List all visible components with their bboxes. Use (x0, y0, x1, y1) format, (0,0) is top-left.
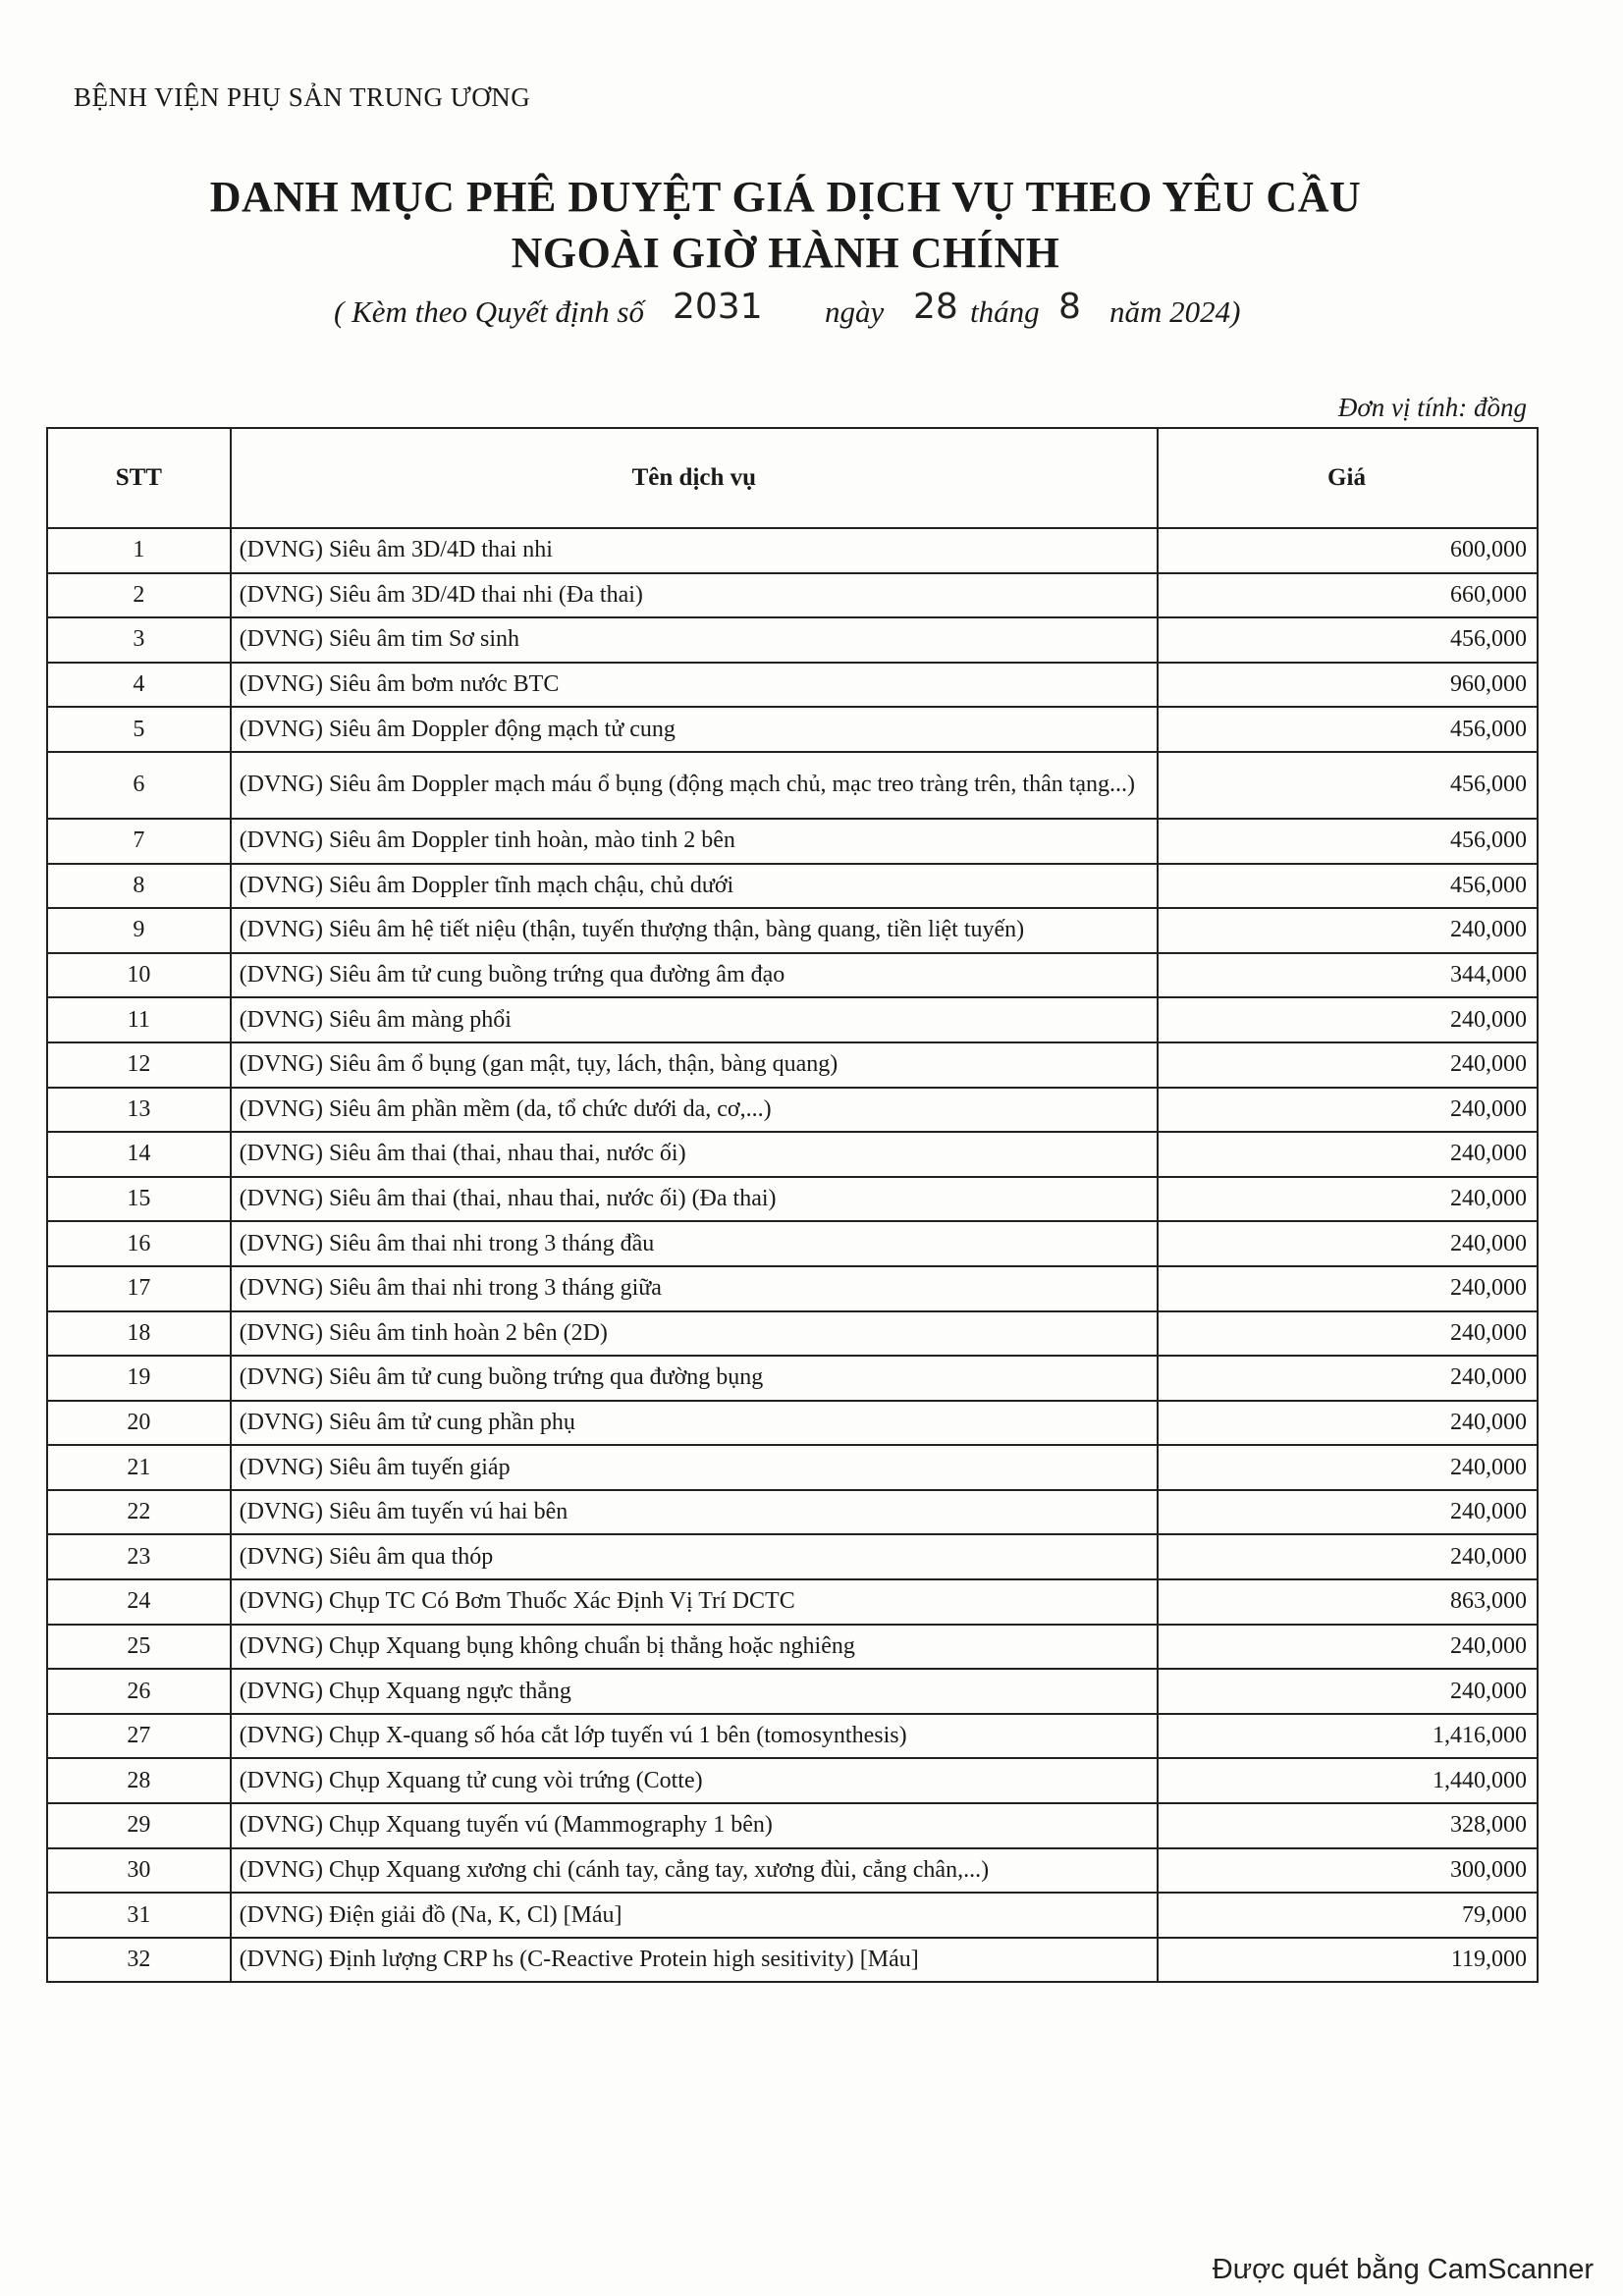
row-price: 79,000 (1158, 1893, 1538, 1938)
table-row (47, 1579, 1538, 1625)
row-service-name: (DVNG) Siêu âm màng phổi (231, 997, 1158, 1042)
row-stt: 32 (47, 1938, 231, 1983)
row-price: 456,000 (1158, 707, 1538, 752)
table-row (47, 1848, 1538, 1894)
row-service-name: (DVNG) Siêu âm thai nhi trong 3 tháng đầu (231, 1221, 1158, 1266)
row-price: 300,000 (1158, 1848, 1538, 1894)
decision-day-label: ngày (825, 294, 885, 329)
row-service-name: (DVNG) Siêu âm thai (thai, nhau thai, nước ối) (231, 1132, 1158, 1177)
table-row (47, 864, 1538, 909)
row-stt: 25 (47, 1625, 231, 1670)
table-row (47, 752, 1538, 819)
table-row (47, 573, 1538, 618)
row-service-name: (DVNG) Siêu âm tử cung buồng trứng qua đường bụng (231, 1356, 1158, 1401)
document-subtitle: NGOÀI GIỜ HÀNH CHÍNH (511, 229, 1060, 277)
table-row (47, 1669, 1538, 1714)
row-stt: 8 (47, 864, 231, 909)
header-price: Giá (1158, 428, 1538, 528)
table-row (47, 1714, 1538, 1759)
row-stt: 2 (47, 573, 231, 618)
row-service-name: (DVNG) Siêu âm 3D/4D thai nhi (231, 528, 1158, 573)
row-service-name: (DVNG) Siêu âm Doppler tinh hoàn, mào tinh 2 bên (231, 819, 1158, 864)
row-service-name: (DVNG) Siêu âm ổ bụng (gan mật, tụy, lách, thận, bàng quang) (231, 1042, 1158, 1088)
row-price: 240,000 (1158, 1042, 1538, 1088)
row-price: 240,000 (1158, 1625, 1538, 1670)
row-service-name: (DVNG) Chụp X-quang số hóa cắt lớp tuyến vú 1 bên (tomosynthesis) (231, 1714, 1158, 1759)
decision-day: 28 (913, 287, 958, 327)
table-row (47, 1758, 1538, 1803)
row-price: 1,440,000 (1158, 1758, 1538, 1803)
row-service-name: (DVNG) Siêu âm tử cung buồng trứng qua đường âm đạo (231, 953, 1158, 998)
header-service-name: Tên dịch vụ (231, 428, 1158, 528)
row-stt: 15 (47, 1177, 231, 1222)
table-row (47, 1445, 1538, 1490)
row-stt: 17 (47, 1266, 231, 1311)
table-row (47, 1356, 1538, 1401)
row-service-name: (DVNG) Siêu âm 3D/4D thai nhi (Đa thai) (231, 573, 1158, 618)
row-stt: 28 (47, 1758, 231, 1803)
row-price: 456,000 (1158, 752, 1538, 819)
row-service-name: (DVNG) Chụp TC Có Bơm Thuốc Xác Định Vị Trí DCTC (231, 1579, 1158, 1625)
table-row (47, 528, 1538, 573)
row-stt: 22 (47, 1490, 231, 1535)
table-row (47, 1803, 1538, 1848)
row-stt: 1 (47, 528, 231, 573)
row-price: 456,000 (1158, 819, 1538, 864)
row-stt: 23 (47, 1534, 231, 1579)
header-stt: STT (47, 428, 231, 528)
table-row (47, 953, 1538, 998)
unit-label: Đơn vị tính: đồng (1337, 393, 1527, 422)
row-price: 240,000 (1158, 1266, 1538, 1311)
decision-month-label: tháng (970, 294, 1040, 329)
row-service-name: (DVNG) Chụp Xquang tử cung vòi trứng (Cotte) (231, 1758, 1158, 1803)
row-price: 240,000 (1158, 1132, 1538, 1177)
row-stt: 24 (47, 1579, 231, 1625)
table-row (47, 1490, 1538, 1535)
row-price: 240,000 (1158, 1356, 1538, 1401)
row-price: 660,000 (1158, 573, 1538, 618)
table-header-row (47, 428, 1538, 528)
table-row (47, 1177, 1538, 1222)
row-price: 240,000 (1158, 1669, 1538, 1714)
table-row (47, 819, 1538, 864)
table-row (47, 1893, 1538, 1938)
table-row (47, 1311, 1538, 1357)
row-stt: 18 (47, 1311, 231, 1357)
row-service-name: (DVNG) Siêu âm phần mềm (da, tổ chức dưới da, cơ,...) (231, 1088, 1158, 1133)
row-service-name: (DVNG) Siêu âm Doppler tĩnh mạch chậu, chủ dưới (231, 864, 1158, 909)
table-body (47, 528, 1538, 1982)
decision-number: 2031 (673, 287, 763, 327)
table-row (47, 617, 1538, 663)
table-row (47, 1088, 1538, 1133)
row-price: 240,000 (1158, 908, 1538, 953)
table-row (47, 1132, 1538, 1177)
table-row (47, 1938, 1538, 1983)
row-service-name: (DVNG) Siêu âm tuyến vú hai bên (231, 1490, 1158, 1535)
row-stt: 30 (47, 1848, 231, 1894)
row-service-name: (DVNG) Siêu âm tim Sơ sinh (231, 617, 1158, 663)
scanner-watermark: Được quét bằng CamScanner (1212, 2254, 1594, 2285)
row-stt: 14 (47, 1132, 231, 1177)
row-service-name: (DVNG) Siêu âm thai nhi trong 3 tháng giữa (231, 1266, 1158, 1311)
row-stt: 9 (47, 908, 231, 953)
row-stt: 27 (47, 1714, 231, 1759)
document-title: DANH MỤC PHÊ DUYỆT GIÁ DỊCH VỤ THEO YÊU CẦU (209, 173, 1362, 221)
price-table (46, 427, 1539, 1983)
row-price: 240,000 (1158, 1177, 1538, 1222)
row-price: 119,000 (1158, 1938, 1538, 1983)
table-row (47, 707, 1538, 752)
row-stt: 5 (47, 707, 231, 752)
row-service-name: (DVNG) Siêu âm thai (thai, nhau thai, nước ối) (Đa thai) (231, 1177, 1158, 1222)
row-price: 240,000 (1158, 1401, 1538, 1446)
row-price: 960,000 (1158, 663, 1538, 708)
table-row (47, 1625, 1538, 1670)
row-price: 600,000 (1158, 528, 1538, 573)
row-stt: 3 (47, 617, 231, 663)
row-service-name: (DVNG) Siêu âm hệ tiết niệu (thận, tuyến thượng thận, bàng quang, tiền liệt tuyến) (231, 908, 1158, 953)
row-price: 240,000 (1158, 1221, 1538, 1266)
row-price: 1,416,000 (1158, 1714, 1538, 1759)
row-price: 456,000 (1158, 617, 1538, 663)
table-row (47, 1042, 1538, 1088)
row-service-name: (DVNG) Siêu âm Doppler động mạch tử cung (231, 707, 1158, 752)
row-service-name: (DVNG) Siêu âm tử cung phần phụ (231, 1401, 1158, 1446)
table-row (47, 1534, 1538, 1579)
row-price: 344,000 (1158, 953, 1538, 998)
table-row (47, 1401, 1538, 1446)
row-service-name: (DVNG) Điện giải đồ (Na, K, Cl) [Máu] (231, 1893, 1158, 1938)
row-stt: 19 (47, 1356, 231, 1401)
table-row (47, 908, 1538, 953)
row-stt: 12 (47, 1042, 231, 1088)
row-service-name: (DVNG) Siêu âm bơm nước BTC (231, 663, 1158, 708)
row-service-name: (DVNG) Siêu âm tinh hoàn 2 bên (2D) (231, 1311, 1158, 1357)
row-stt: 6 (47, 752, 231, 819)
row-service-name: (DVNG) Siêu âm Doppler mạch máu ổ bụng (động mạch chủ, mạc treo tràng trên, thân tạng...) (231, 752, 1158, 819)
row-service-name: (DVNG) Chụp Xquang bụng không chuẩn bị thẳng hoặc nghiêng (231, 1625, 1158, 1670)
row-price: 863,000 (1158, 1579, 1538, 1625)
row-service-name: (DVNG) Siêu âm qua thóp (231, 1534, 1158, 1579)
decision-year: năm 2024) (1109, 294, 1241, 329)
row-service-name: (DVNG) Chụp Xquang tuyến vú (Mammography 1 bên) (231, 1803, 1158, 1848)
hospital-name: BỆNH VIỆN PHỤ SẢN TRUNG ƯƠNG (74, 82, 531, 112)
row-price: 240,000 (1158, 1088, 1538, 1133)
row-stt: 11 (47, 997, 231, 1042)
row-price: 240,000 (1158, 997, 1538, 1042)
row-stt: 31 (47, 1893, 231, 1938)
row-service-name: (DVNG) Định lượng CRP hs (C-Reactive Protein high sesitivity) [Máu] (231, 1938, 1158, 1983)
row-service-name: (DVNG) Chụp Xquang xương chi (cánh tay, cẳng tay, xương đùi, cẳng chân,...) (231, 1848, 1158, 1894)
row-price: 456,000 (1158, 864, 1538, 909)
row-stt: 20 (47, 1401, 231, 1446)
table-row (47, 1221, 1538, 1266)
row-price: 240,000 (1158, 1534, 1538, 1579)
table-row (47, 997, 1538, 1042)
row-price: 240,000 (1158, 1490, 1538, 1535)
row-price: 240,000 (1158, 1445, 1538, 1490)
row-service-name: (DVNG) Chụp Xquang ngực thẳng (231, 1669, 1158, 1714)
row-service-name: (DVNG) Siêu âm tuyến giáp (231, 1445, 1158, 1490)
row-stt: 26 (47, 1669, 231, 1714)
decision-month: 8 (1058, 287, 1081, 327)
decision-prefix: ( Kèm theo Quyết định số (334, 294, 644, 329)
row-price: 328,000 (1158, 1803, 1538, 1848)
row-stt: 4 (47, 663, 231, 708)
row-stt: 16 (47, 1221, 231, 1266)
row-stt: 21 (47, 1445, 231, 1490)
table-row (47, 1266, 1538, 1311)
row-stt: 10 (47, 953, 231, 998)
table-row (47, 663, 1538, 708)
row-stt: 7 (47, 819, 231, 864)
row-stt: 13 (47, 1088, 231, 1133)
row-stt: 29 (47, 1803, 231, 1848)
row-price: 240,000 (1158, 1311, 1538, 1357)
